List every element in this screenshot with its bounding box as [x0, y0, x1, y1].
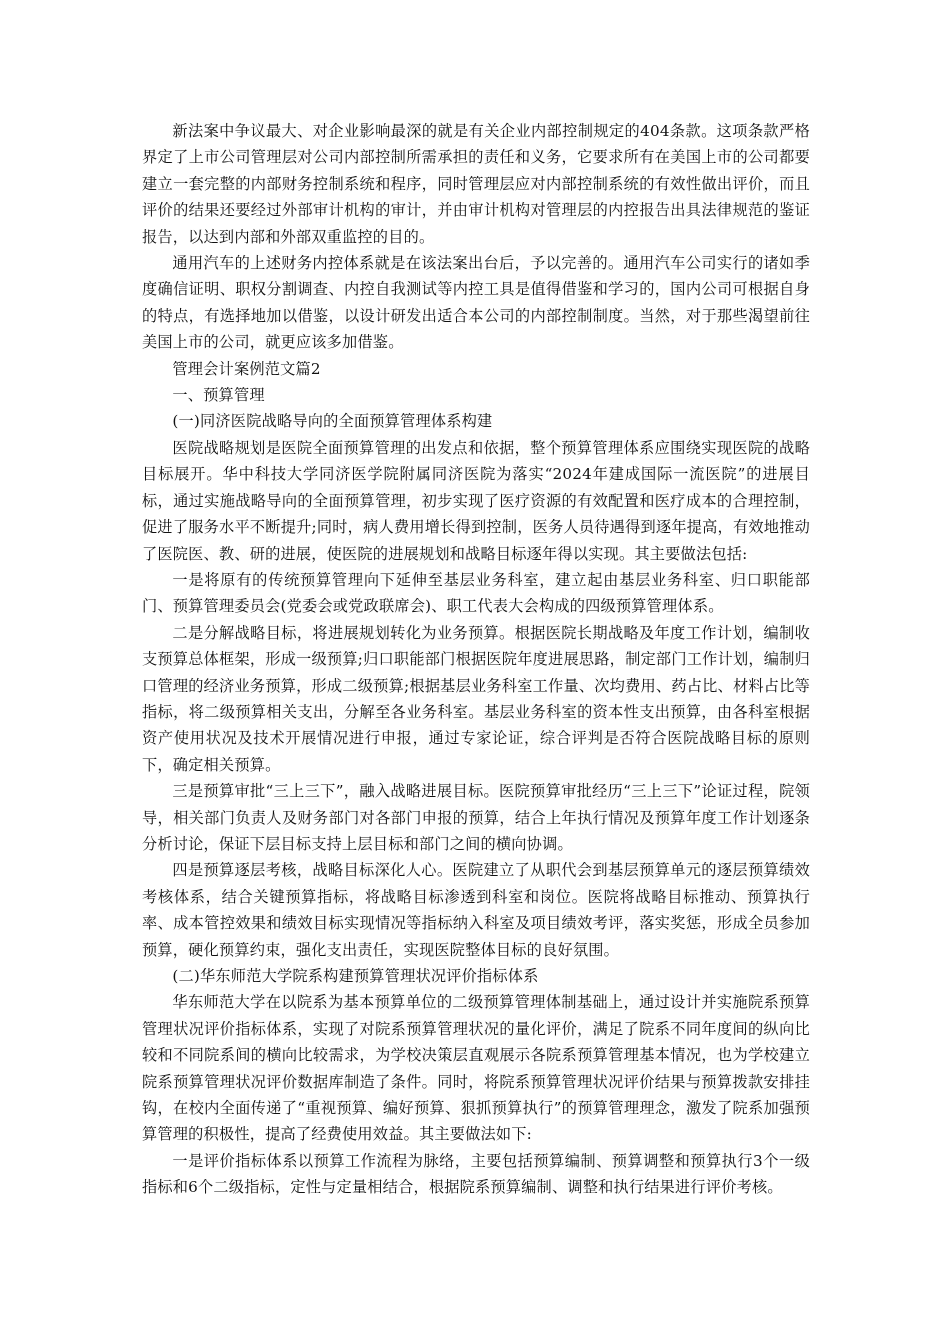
paragraph-hospital-strategy: 医院战略规划是医院全面预算管理的出发点和依据，整个预算管理体系应围绕实现医院的战略目标展开。华中科技大学同济医学院附属同济医院为落实“2024年建成国际一流医院”的进展目标，通过实施战略导向的全面预算管理，初步实现了医疗资源的有效配置和医疗成本的合理控制，促进了服务水平不断提升;同时，病人费用增长得到控制，医务人员待遇得到逐年提高，有效地推动了医院医、教、研的进展，使医院的进展规划和战略目标逐年得以实现。其主要做法包括:: [142, 438, 810, 563]
section-title-case-2: 管理会计案例范文篇2: [172, 359, 321, 378]
paragraph-404-clause: 新法案中争议最大、对企业影响最深的就是有关企业内部控制规定的404条款。这项条款严格界定了上市公司管理层对公司内部控制所需承担的责任和义务，它要求所有在美国上市的公司都要建立一套完整的内部财务控制系统和程序，同时管理层应对内部控制系统的有效性做出评价，而且评价的结果还要经过外部审计机构的审计，并由审计机构对管理层的内控报告出具法律规范的鉴证报告，以达到内部和外部双重监控的目的。: [142, 122, 810, 246]
subheading-ecnu: (二)华东师范大学院系构建预算管理状况评价指标体系: [172, 967, 539, 985]
document-page: [142, 118, 810, 1201]
paragraph-point-four: 四是预算逐层考核，战略目标深化人心。医院建立了从职代会到基层预算单元的逐层预算绩效考核体系，结合关键预算指标，将战略目标渗透到科室和岗位。医院将战略目标推动、预算执行率、成本管控效果和绩效目标实现情况等指标纳入科室及项目绩效考评，落实奖惩，形成全员参加预算，硬化预算约束，强化支出责任，实现医院整体目标的良好氛围。: [142, 861, 810, 959]
paragraph-point-two: 二是分解战略目标，将进展规划转化为业务预算。根据医院长期战略及年度工作计划，编制收支预算总体框架，形成一级预算;归口职能部门根据医院年度进展思路，制定部门工作计划，编制归口管理的经济业务预算，形成二级预算;根据基层业务科室工作量、次均费用、药占比、材料占比等指标，将二级预算相关支出，分解至各业务科室。基层业务科室的资本性支出预算，由各科室根据资产使用状况及技术开展情况进行申报，通过专家论证，综合评判是否符合医院战略目标的原则下，确定相关预算。: [142, 623, 810, 774]
paragraph-point-one: 一是将原有的传统预算管理向下延伸至基层业务科室，建立起由基层业务科室、归口职能部门、预算管理委员会(党委会或党政联席会)、职工代表大会构成的四级预算管理体系。: [142, 570, 810, 616]
paragraph-point-three: 三是预算审批“三上三下”，融入战略进展目标。医院预算审批经历“三上三下”论证过程，院领导，相关部门负责人及财务部门对各部门申报的预算，结合上年执行情况及预算年度工作计划逐条分析讨论，保证下层目标支持上层目标和部门之间的横向协调。: [142, 782, 810, 853]
paragraph-ecnu-evaluation: 华东师范大学在以院系为基本预算单位的二级预算管理体制基础上，通过设计并实施院系预算管理状况评价指标体系，实现了对院系预算管理状况的量化评价，满足了院系不同年度间的纵向比较和不同院系间的横向比较需求，为学校决策层直观展示各院系预算管理基本情况，也为学校建立院系预算管理状况评价数据库制造了条件。同时，将院系预算管理状况评价结果与预算拨款安排挂钩，在校内全面传递了“重视预算、编好预算、狠抓预算执行”的预算管理理念，激发了院系加强预算管理的积极性，提高了经费使用效益。其主要做法如下:: [142, 993, 810, 1144]
heading-budget-management: 一、预算管理: [172, 386, 265, 405]
paragraph-ecnu-point-one: 一是评价指标体系以预算工作流程为脉络，主要包括预算编制、预算调整和预算执行3个一级指标和6个二级指标，定性与定量相结合，根据院系预算编制、调整和执行结果进行评价考核。: [142, 1151, 810, 1197]
paragraph-gm-internal-control: 通用汽车的上述财务内控体系就是在该法案出台后，予以完善的。通用汽车公司实行的诸如季度确信证明、职权分割调查、内控自我测试等内控工具是值得借鉴和学习的，国内公司可根据自身的特点，有选择地加以借鉴，以设计研发出适合本公司的内部控制制度。当然，对于那些渴望前往美国上市的公司，就更应该多加借鉴。: [142, 254, 810, 352]
subheading-tongji-hospital: (一)同济医院战略导向的全面预算管理体系构建: [172, 412, 493, 431]
